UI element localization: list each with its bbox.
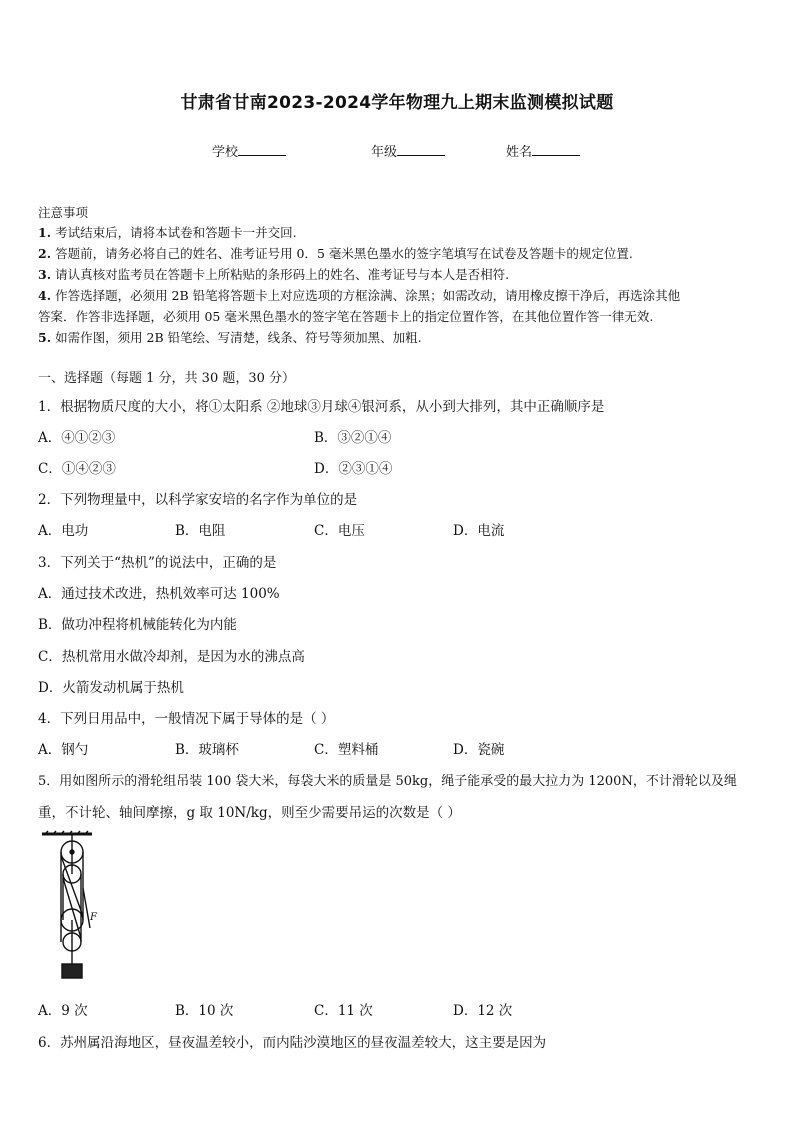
q4-option-a: A．钢勺 <box>38 742 89 758</box>
name-field <box>506 141 580 160</box>
q2-option-a: A．电功 <box>38 523 89 539</box>
q3-option-b: B．做功冲程将机械能转化为内能 <box>38 617 237 633</box>
notice-item: 2. 答题前，请务必将自己的姓名、准考证号用 0．5 毫米黑色墨水的签字笔填写在试卷及答题卡的规定位置. <box>38 246 633 261</box>
question-1-stem: 1．根据物质尺度的大小，将①太阳系 ②地球③月球④银河系，从小到大排列，其中正确顺序是 <box>38 399 605 415</box>
q3-option-a: A．通过技术改进，热机效率可达 100% <box>38 586 280 602</box>
school-label: 学校 <box>212 145 239 160</box>
section-title: 一、选择题（每题 1 分，共 30 题，30 分） <box>38 371 296 386</box>
q5-option-c: C．11 次 <box>314 1003 373 1019</box>
grade-label: 年级 <box>371 145 398 160</box>
q2-option-d: D．电流 <box>453 523 505 539</box>
pulley-system-figure <box>40 828 100 980</box>
q4-option-d: D．瓷碗 <box>453 742 505 758</box>
q5-option-d: D．12 次 <box>453 1003 513 1019</box>
load-weight <box>62 964 82 978</box>
q4-option-b: B．玻璃杯 <box>175 742 239 758</box>
notice-item: 5. 如需作图，须用 2B 铅笔绘、写清楚，线条、符号等须加黑、加粗. <box>38 330 422 345</box>
q3-option-c: C．热机常用水做冷却剂，是因为水的沸点高 <box>38 649 305 665</box>
school-blank <box>238 143 286 156</box>
name-label: 姓名 <box>506 145 533 160</box>
force-label: F <box>90 912 97 923</box>
question-4-stem: 4．下列日用品中，一般情况下属于导体的是（ ） <box>38 711 335 727</box>
exam-title: 甘肃省甘南2023-2024学年物理九上期末监测模拟试题 <box>180 93 614 113</box>
q2-option-c: C．电压 <box>314 523 365 539</box>
pull-rope <box>83 888 90 928</box>
notice-item: 1. 考试结束后，请将本试卷和答题卡一并交回. <box>38 225 297 240</box>
notice-item: 3. 请认真核对监考员在答题卡上所粘贴的条形码上的姓名、准考证号与本人是否相符. <box>38 267 510 282</box>
question-2-stem: 2．下列物理量中，以科学家安培的名字作为单位的是 <box>38 492 358 508</box>
q4-option-c: C．塑料桶 <box>314 742 379 758</box>
grade-blank <box>397 143 445 156</box>
notice-item: 答案．作答非选择题，必须用 05 毫米黑色墨水的签字笔在答题卡上的指定位置作答，在其他位置作答一律无效. <box>38 309 654 324</box>
q1-option-b: B．③②①④ <box>314 430 392 446</box>
question-5-stem-line1: 5．用如图所示的滑轮组吊装 100 袋大米，每袋大米的质量是 50kg，绳子能承受的最大拉力为 1200N，不计滑轮以及绳 <box>38 774 737 789</box>
q1-option-c: C．①④②③ <box>38 461 116 477</box>
question-3-stem: 3．下列关于“热机”的说法中，正确的是 <box>38 555 277 571</box>
q2-option-b: B．电阻 <box>175 523 226 539</box>
notice-item: 4. 作答选择题，必须用 2B 铅笔将答题卡上对应选项的方框涂满、涂黑；如需改动，请用橡皮擦干净后，再选涂其他 <box>38 288 681 303</box>
notice-heading: 注意事项 <box>38 205 89 220</box>
q1-option-a: A．④①②③ <box>38 430 116 446</box>
school-field <box>212 141 286 160</box>
grade-field <box>371 141 445 160</box>
q3-option-d: D．火箭发动机属于热机 <box>38 680 184 696</box>
name-blank <box>532 143 580 156</box>
q1-option-d: D．②③①④ <box>314 461 393 477</box>
question-6-stem: 6．苏州属沿海地区，昼夜温差较小，而内陆沙漠地区的昼夜温差较大，这主要是因为 <box>38 1035 547 1051</box>
q5-option-b: B．10 次 <box>175 1003 234 1019</box>
question-5-stem-line2: 重，不计轮、轴间摩擦，g 取 10N/kg，则至少需要吊运的次数是（ ） <box>38 805 461 821</box>
notice-list <box>38 222 760 348</box>
q5-option-a: A．9 次 <box>38 1003 88 1019</box>
